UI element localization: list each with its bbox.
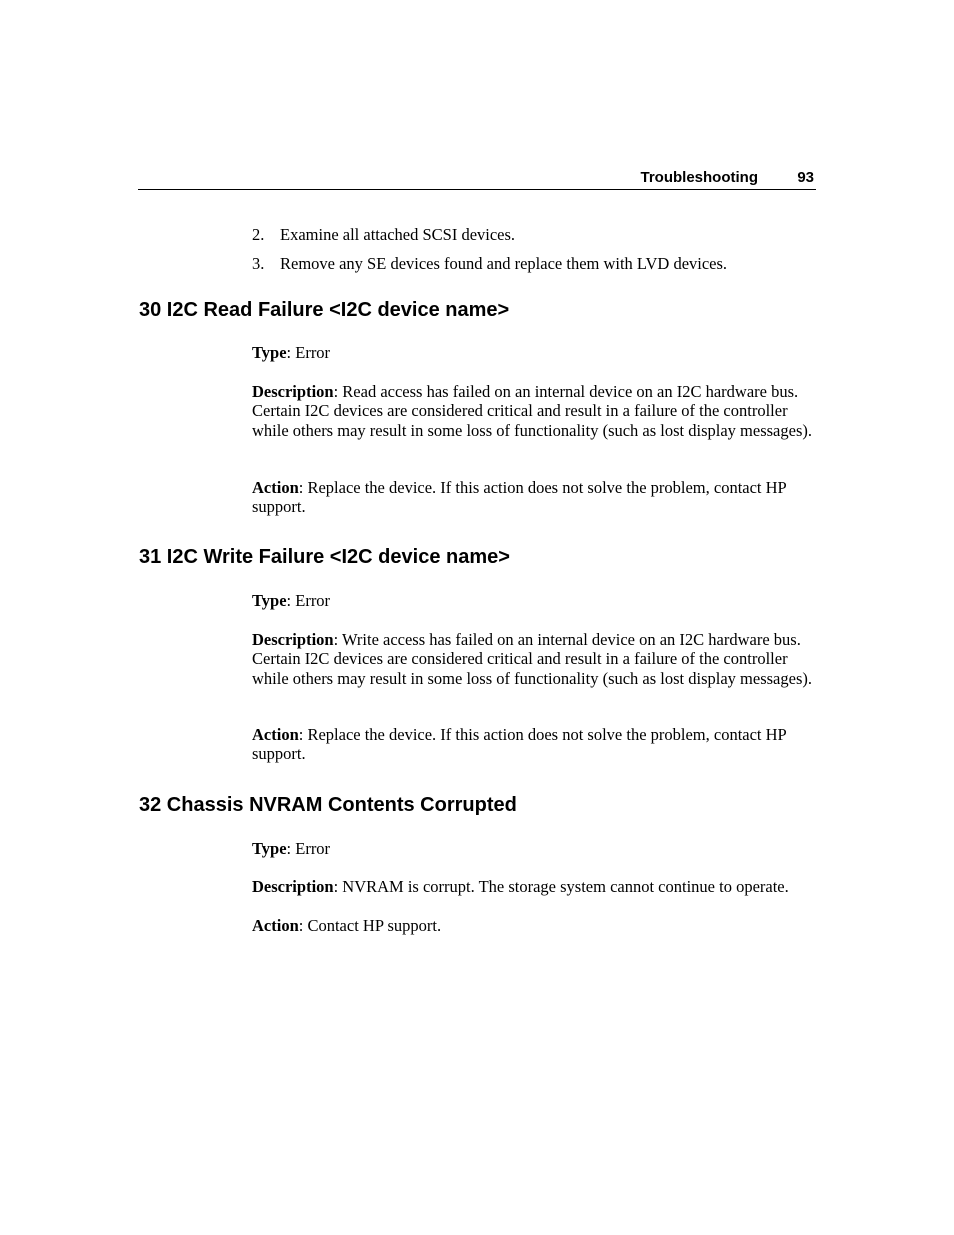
type-paragraph	[252, 839, 817, 858]
description-paragraph	[252, 382, 817, 440]
action-value: : Replace the device. If this action does not solve the problem, contact HP support.	[252, 725, 787, 764]
action-paragraph	[252, 916, 817, 935]
action-value: : Replace the device. If this action does not solve the problem, contact HP support.	[252, 478, 787, 517]
section-heading: 31 I2C Write Failure <I2C device name>	[139, 546, 510, 568]
description-label: Description	[252, 630, 334, 649]
section-heading: 32 Chassis NVRAM Contents Corrupted	[139, 794, 517, 816]
description-paragraph	[252, 630, 817, 688]
step-number: 2.	[252, 225, 265, 244]
action-label: Action	[252, 478, 299, 497]
step-number: 3.	[252, 254, 265, 273]
action-label: Action	[252, 725, 299, 744]
type-label: Type	[252, 591, 287, 610]
step-text: Examine all attached SCSI devices.	[280, 225, 516, 244]
type-paragraph	[252, 343, 817, 362]
action-value: : Contact HP support.	[298, 916, 442, 935]
action-paragraph	[252, 725, 817, 764]
type-value: : Error	[286, 591, 331, 610]
description-value: : Write access has failed on an internal device on an I2C hardware bus. Certain I2C devices are considered critical and result in a failure of the controller while others may result in some loss of functionality (such as lost display messages).	[252, 630, 812, 688]
description-paragraph	[252, 877, 817, 896]
page-number: 93	[797, 169, 814, 186]
running-header	[138, 168, 816, 190]
action-label: Action	[252, 916, 299, 935]
action-paragraph	[252, 478, 817, 517]
description-label: Description	[252, 877, 334, 896]
description-value: : Read access has failed on an internal device on an I2C hardware bus. Certain I2C devices are considered critical and result in a failure of the controller while others may result in some loss of functionality (such as lost display messages).	[252, 382, 812, 440]
description-value: : NVRAM is corrupt. The storage system cannot continue to operate.	[333, 877, 789, 896]
type-value: : Error	[286, 839, 331, 858]
type-label: Type	[252, 839, 287, 858]
step-text: Remove any SE devices found and replace them with LVD devices.	[280, 254, 728, 273]
section-heading: 30 I2C Read Failure <I2C device name>	[139, 299, 510, 321]
header-section-title: Troubleshooting	[640, 169, 758, 186]
type-label: Type	[252, 343, 287, 362]
description-label: Description	[252, 382, 334, 401]
type-paragraph	[252, 591, 817, 610]
type-value: : Error	[286, 343, 331, 362]
